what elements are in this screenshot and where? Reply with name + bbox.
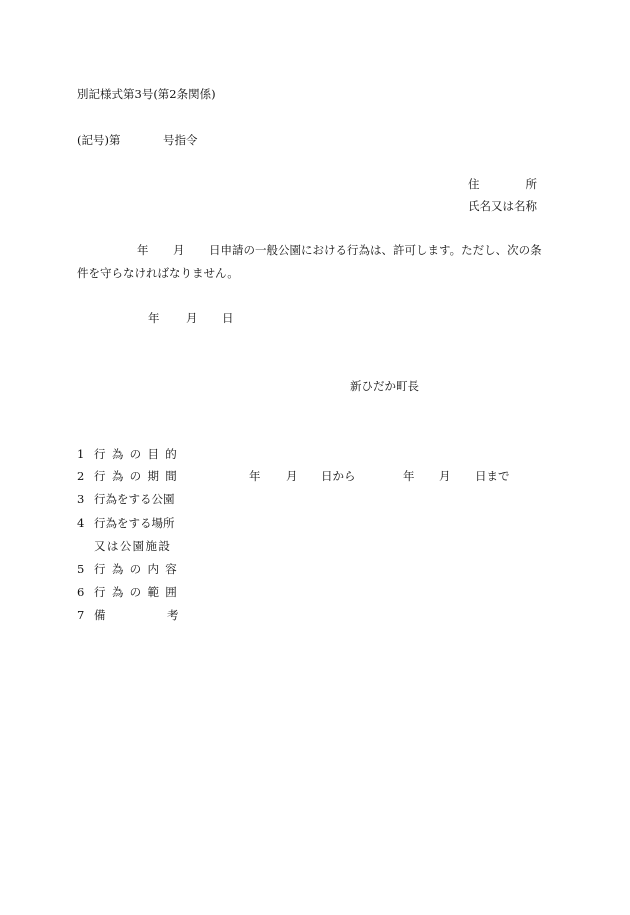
period-end-day: 日まで (475, 469, 510, 483)
item-number: 2 (77, 469, 85, 483)
issuer: 新ひだか町長 (350, 379, 419, 393)
period-start-year: 年 (249, 469, 261, 483)
period-start-month: 月 (286, 469, 298, 483)
item-number: 7 (77, 608, 85, 622)
item-number: 3 (77, 492, 85, 506)
item-label: 行為の期間 (94, 469, 184, 483)
period-end-month: 月 (439, 469, 451, 483)
item-label: 備 (94, 608, 106, 622)
period-end-year: 年 (403, 469, 415, 483)
permission-body-line2: 件を守らなければなりません。 (77, 266, 239, 280)
addressee-address: 住 所 (468, 177, 537, 191)
issue-day: 日 (222, 311, 234, 325)
permission-body: 日申請の一般公園における行為は、許可します。ただし、次の条 (209, 243, 542, 257)
item-label: 行為の目的 (94, 447, 184, 461)
permission-month: 月 (173, 243, 185, 257)
item-number: 4 (77, 516, 85, 530)
permission-year: 年 (137, 243, 149, 257)
item-number: 1 (77, 447, 85, 461)
item-number: 5 (77, 562, 85, 576)
period-start-day: 日から (321, 469, 356, 483)
item-label: 行為の内容 (94, 562, 184, 576)
ref-suffix: 号指令 (163, 133, 198, 147)
item-number: 6 (77, 585, 85, 599)
item-label: 行為の範囲 (94, 585, 184, 599)
issue-month: 月 (186, 311, 198, 325)
issue-year: 年 (148, 311, 160, 325)
item-label: 行為をする場所 (94, 516, 175, 530)
form-header: 別記様式第3号(第2条関係) (77, 87, 216, 101)
addressee-name: 氏名又は名称 (468, 199, 537, 213)
ref-prefix: (記号)第 (77, 133, 121, 147)
item-label: 行為をする公園 (94, 492, 175, 506)
item-label-continued: 又は公園施設 (94, 539, 172, 553)
item-label-end: 考 (167, 608, 179, 622)
